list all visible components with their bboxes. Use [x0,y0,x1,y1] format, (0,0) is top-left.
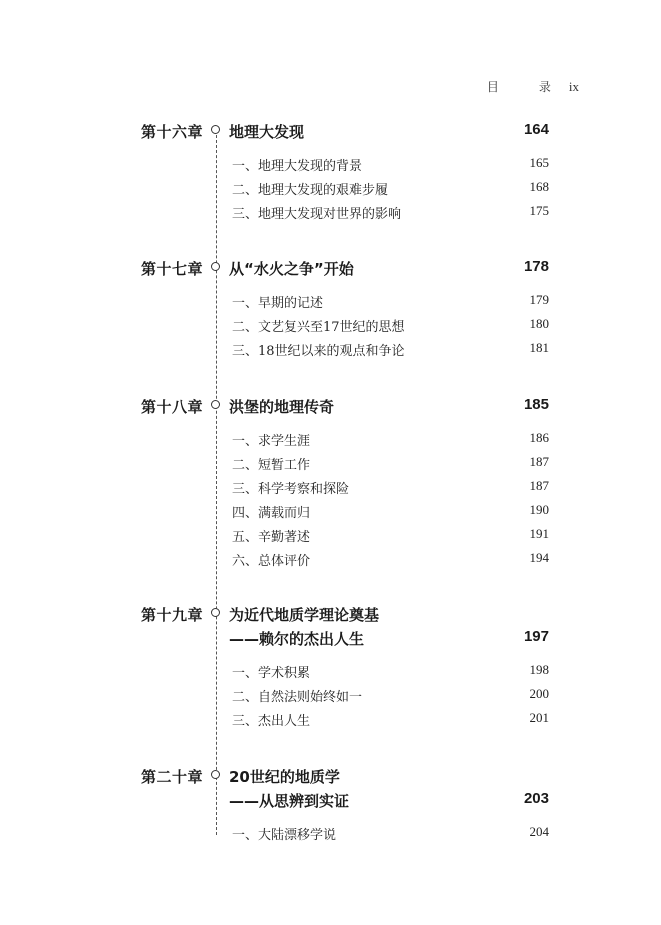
timeline-ring-icon [211,770,220,779]
timeline-ring-icon [211,608,220,617]
section-entry[interactable] [0,662,661,684]
section-title: 三、科学考察和探险 [232,482,350,497]
section-page-number: 168 [529,179,549,194]
chapter-subtitle: ——从思辨到实证 [229,792,350,810]
section-entry[interactable] [0,526,661,548]
chapter-page-number: 197 [523,628,549,645]
section-title: 六、总体评价 [232,554,311,569]
section-page-number: 180 [529,316,549,331]
section-page-number: 198 [529,662,549,677]
timeline-ring-icon [211,125,220,134]
section-title: 一、早期的记述 [232,296,324,311]
section-page-number: 204 [529,824,549,839]
section-page-number: 175 [529,203,549,218]
section-entry[interactable] [0,550,661,572]
section-title: 一、地理大发现的背景 [232,159,363,174]
section-page-number: 190 [529,502,549,517]
section-title: 一、学术积累 [232,666,311,681]
section-entry[interactable] [0,316,661,338]
section-page-number: 179 [529,292,549,307]
section-page-number: 186 [529,430,549,445]
section-entry[interactable] [0,454,661,476]
chapter-page-number: 185 [523,396,549,413]
chapter-title: 地理大发现 [229,123,305,141]
timeline-ring-icon [211,262,220,271]
section-page-number: 194 [529,550,549,565]
chapter-label: 第十六章 [141,123,204,141]
section-title: 五、辛勤著述 [232,530,311,545]
chapter-page-number: 178 [523,258,549,275]
running-header [487,78,579,95]
chapter-page-number: 203 [523,790,549,807]
section-title: 一、大陆漂移学说 [232,828,337,843]
section-page-number: 201 [529,710,549,725]
section-page-number: 165 [529,155,549,170]
section-entry[interactable] [0,502,661,524]
section-entry[interactable] [0,155,661,177]
section-entry[interactable] [0,292,661,314]
section-entry[interactable] [0,203,661,225]
chapter-label: 第十七章 [141,260,204,278]
header-title: 目 录 [486,80,565,94]
section-title: 三、18世纪以来的观点和争论 [232,344,405,359]
section-entry[interactable] [0,478,661,500]
section-page-number: 200 [529,686,549,701]
chapter-label: 第十八章 [141,398,204,416]
chapter-title: 从“水火之争”开始 [229,260,354,278]
chapter-subtitle: ——赖尔的杰出人生 [229,630,365,648]
header-page-number: ix [568,79,579,94]
section-page-number: 187 [529,454,549,469]
chapter-title: 洪堡的地理传奇 [229,398,335,416]
section-title: 四、满载而归 [232,506,311,521]
section-page-number: 187 [529,478,549,493]
section-entry[interactable] [0,430,661,452]
section-title: 一、求学生涯 [232,434,311,449]
section-title: 二、文艺复兴至17世纪的思想 [232,320,405,335]
section-page-number: 191 [529,526,549,541]
section-title: 三、地理大发现对世界的影响 [232,207,402,222]
section-page-number: 181 [529,340,549,355]
section-entry[interactable] [0,710,661,732]
chapter-page-number: 164 [523,121,549,138]
section-title: 二、自然法则始终如一 [232,690,363,705]
chapter-title: 20世纪的地质学 [229,768,340,786]
timeline-ring-icon [211,400,220,409]
chapter-label: 第二十章 [141,768,204,786]
section-title: 二、短暂工作 [232,458,311,473]
chapter-title: 为近代地质学理论奠基 [229,606,380,624]
section-entry[interactable] [0,686,661,708]
chapter-label: 第十九章 [141,606,204,624]
section-entry[interactable] [0,824,661,846]
section-entry[interactable] [0,340,661,362]
section-title: 二、地理大发现的艰难步履 [232,183,389,198]
section-title: 三、杰出人生 [232,714,311,729]
section-entry[interactable] [0,179,661,201]
